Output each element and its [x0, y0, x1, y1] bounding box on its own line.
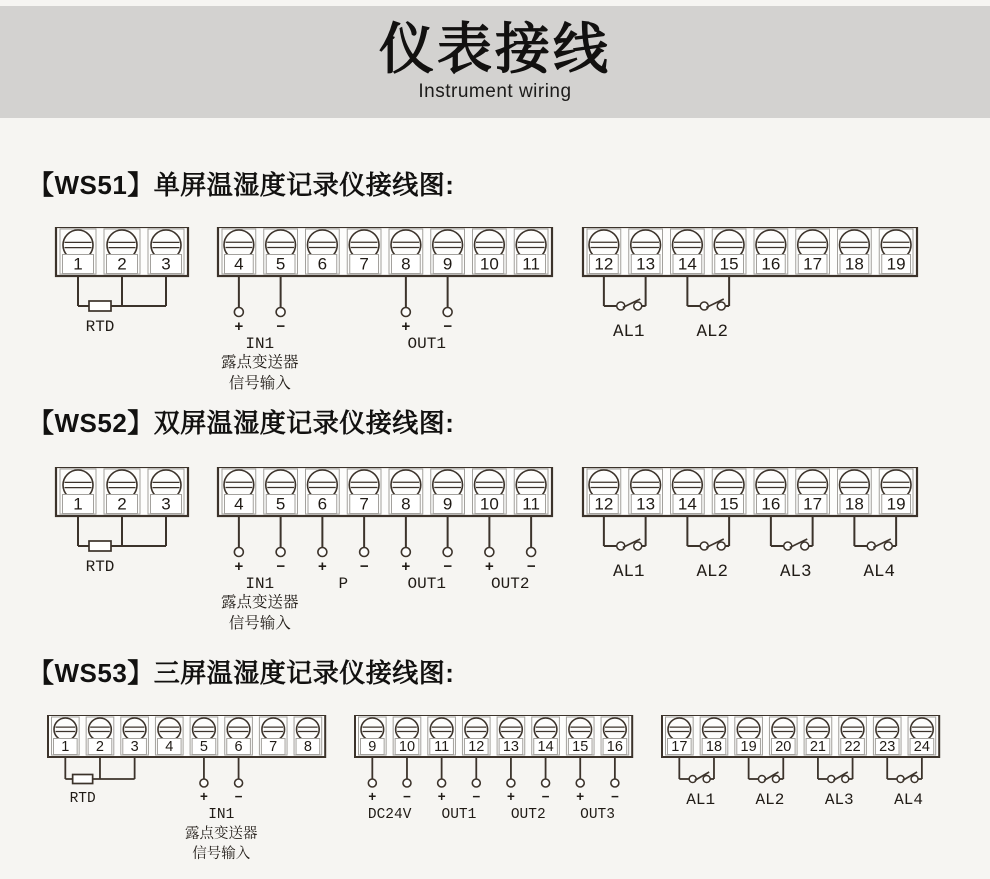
terminal	[908, 717, 936, 755]
terminal-number: 4	[234, 254, 244, 274]
terminal	[796, 469, 830, 514]
terminal-number: 12	[594, 254, 614, 274]
terminal-number: 16	[606, 739, 623, 755]
terminal	[86, 717, 114, 755]
contact-icon	[617, 542, 625, 550]
terminal-number: 7	[359, 254, 369, 274]
wiring-diagram-ws52	[0, 467, 990, 642]
terminal	[879, 229, 913, 274]
terminal-block	[218, 227, 552, 392]
terminal-number: 17	[803, 254, 823, 274]
rtd-wiring	[65, 757, 134, 807]
wire-end-icon	[276, 548, 285, 557]
terminal-number: 15	[572, 739, 589, 755]
terminal-number: 6	[317, 494, 328, 514]
contact-icon	[897, 776, 904, 783]
wiring-diagram-ws53	[0, 715, 990, 870]
terminal-number: 14	[677, 254, 697, 274]
contact-icon	[700, 302, 708, 310]
pair-label: IN1	[245, 575, 275, 593]
screw-icon	[604, 718, 627, 741]
terminal-number: 1	[73, 494, 83, 514]
pair-wiring	[576, 757, 619, 823]
contact-icon	[689, 776, 696, 783]
screw-icon	[772, 718, 795, 741]
pair-wiring	[507, 757, 550, 823]
screw-icon	[703, 718, 726, 741]
terminal-number: 4	[165, 739, 174, 755]
terminal	[666, 717, 694, 755]
plus-sign: +	[317, 559, 327, 576]
rtd-label: RTD	[69, 791, 96, 807]
contact-icon	[801, 542, 809, 550]
pair-wiring	[221, 516, 299, 632]
terminal	[473, 469, 507, 514]
terminal	[225, 717, 253, 755]
relay-label: AL3	[779, 562, 812, 582]
terminal	[52, 717, 80, 755]
plus-sign: +	[401, 319, 411, 336]
pair-wiring	[401, 516, 452, 593]
terminal-number: 11	[522, 494, 540, 514]
pair-wiring	[318, 516, 369, 593]
terminal	[264, 229, 298, 274]
screw-icon	[668, 718, 691, 741]
terminal-number: 5	[275, 254, 286, 274]
terminal-number: 22	[844, 739, 861, 755]
wire-end-icon	[234, 548, 243, 557]
pair-label: OUT3	[580, 807, 615, 823]
terminal	[60, 469, 96, 514]
wire-end-icon	[200, 779, 208, 787]
pair-sublabel: 露点变送器	[220, 354, 299, 371]
terminal-number: 8	[401, 254, 411, 274]
terminal-number: 11	[522, 254, 540, 274]
minus-sign: −	[526, 559, 536, 576]
screw-icon	[123, 718, 146, 741]
pair-label: IN1	[208, 807, 235, 823]
terminal-number: 21	[809, 739, 826, 755]
terminal	[259, 717, 287, 755]
terminal-number: 14	[677, 494, 697, 514]
wire-end-icon	[276, 308, 285, 317]
page-subtitle: Instrument wiring	[418, 80, 572, 102]
plus-sign: +	[199, 791, 208, 806]
relay-wiring	[771, 516, 813, 582]
minus-sign: −	[443, 559, 453, 576]
terminal-number: 11	[434, 739, 450, 755]
relay-label: AL4	[863, 562, 896, 582]
terminal	[601, 717, 629, 755]
terminal-number: 12	[594, 494, 614, 514]
screw-icon	[737, 718, 760, 741]
terminal	[473, 229, 507, 274]
terminal	[222, 229, 256, 274]
wire-end-icon	[472, 779, 480, 787]
rtd-wiring	[78, 276, 166, 336]
terminal-number: 5	[275, 494, 286, 514]
terminal	[389, 229, 423, 274]
minus-sign: −	[276, 319, 286, 336]
terminal	[804, 717, 832, 755]
terminal-number: 17	[803, 494, 823, 514]
contact-icon	[703, 776, 710, 783]
terminal-number: 3	[130, 739, 139, 755]
minus-sign: −	[443, 319, 453, 336]
plus-sign: +	[506, 791, 515, 806]
contact-icon	[772, 776, 779, 783]
terminal	[769, 717, 797, 755]
contact-icon	[700, 542, 708, 550]
relay-wiring	[604, 276, 646, 342]
contact-icon	[867, 542, 875, 550]
resistor-icon	[89, 301, 111, 311]
contact-icon	[617, 302, 625, 310]
terminal-block	[662, 715, 939, 809]
terminal-number: 18	[844, 494, 864, 514]
pair-label: OUT1	[407, 575, 446, 593]
wire-end-icon	[368, 779, 376, 787]
terminal	[712, 469, 746, 514]
minus-sign: −	[472, 791, 481, 806]
minus-sign: −	[541, 791, 550, 806]
terminal	[629, 229, 663, 274]
terminal	[428, 717, 456, 755]
terminal	[700, 717, 728, 755]
contact-icon	[717, 302, 725, 310]
terminal-number: 15	[719, 254, 739, 274]
terminal-number: 16	[761, 494, 781, 514]
minus-sign: −	[359, 559, 369, 576]
relay-wiring	[687, 276, 729, 342]
pair-wiring	[438, 757, 481, 823]
terminal-block	[583, 467, 917, 582]
terminal	[306, 229, 340, 274]
wire-end-icon	[401, 308, 410, 317]
terminal-number: 8	[401, 494, 411, 514]
pair-label: IN1	[245, 335, 275, 353]
terminal	[462, 717, 490, 755]
screw-icon	[54, 718, 77, 741]
terminal	[566, 717, 594, 755]
screw-icon	[807, 718, 830, 741]
pair-label: OUT1	[407, 335, 446, 353]
terminal	[671, 469, 705, 514]
terminal	[121, 717, 149, 755]
terminal	[359, 717, 387, 755]
wire-end-icon	[576, 779, 584, 787]
terminal-number: 2	[117, 494, 127, 514]
pair-wiring	[185, 757, 258, 862]
pair-sublabel: 露点变送器	[185, 826, 258, 842]
terminal-number: 3	[161, 254, 171, 274]
resistor-icon	[73, 775, 93, 784]
wire-end-icon	[485, 548, 494, 557]
relay-wiring	[854, 516, 896, 582]
wire-end-icon	[507, 779, 515, 787]
minus-sign: −	[234, 791, 243, 806]
wire-end-icon	[443, 548, 452, 557]
terminal-number: 13	[636, 254, 656, 274]
terminal	[839, 717, 867, 755]
resistor-icon	[89, 541, 111, 551]
pair-wiring	[485, 516, 536, 593]
terminal	[735, 717, 763, 755]
terminal	[347, 469, 381, 514]
terminal-number: 10	[479, 494, 499, 514]
terminal-number: 17	[671, 739, 688, 755]
terminal	[879, 469, 913, 514]
terminal	[514, 469, 548, 514]
pair-wiring	[221, 276, 299, 392]
terminal	[104, 229, 140, 274]
plus-sign: +	[484, 559, 494, 576]
wire-end-icon	[403, 779, 411, 787]
terminal	[148, 469, 184, 514]
relay-label: AL2	[696, 562, 729, 582]
terminal	[306, 469, 340, 514]
terminal	[754, 229, 788, 274]
screw-icon	[227, 718, 250, 741]
terminal	[629, 469, 663, 514]
section-title-ws53: 【WS53】三屏温湿度记录仪接线图:	[28, 658, 455, 688]
header-band	[0, 6, 990, 118]
terminal-number: 7	[269, 739, 278, 755]
terminal-number: 9	[442, 254, 453, 274]
wire-end-icon	[443, 308, 452, 317]
terminal-number: 2	[95, 739, 105, 755]
terminal-number: 8	[303, 739, 312, 755]
terminal-number: 13	[502, 739, 519, 755]
section-title-ws51: 【WS51】单屏温湿度记录仪接线图:	[28, 170, 455, 200]
plus-sign: +	[368, 791, 377, 806]
relay-label: AL2	[696, 322, 729, 342]
plus-sign: +	[576, 791, 585, 806]
pair-sublabel: 露点变送器	[220, 594, 299, 611]
pair-label: P	[338, 575, 349, 593]
rtd-label: RTD	[85, 318, 115, 336]
relay-wiring	[604, 516, 646, 582]
screw-icon	[193, 718, 216, 741]
terminal	[60, 229, 96, 274]
pair-wiring	[368, 757, 412, 823]
screw-icon	[841, 718, 864, 741]
terminal-number: 19	[886, 254, 906, 274]
relay-wiring	[749, 757, 785, 809]
terminal	[155, 717, 183, 755]
terminal-number: 9	[368, 739, 377, 755]
rtd-label: RTD	[85, 558, 115, 576]
wire-end-icon	[235, 779, 243, 787]
wire-end-icon	[542, 779, 550, 787]
page-title: 仪表接线	[378, 18, 611, 81]
terminal-number: 24	[913, 739, 930, 755]
relay-wiring	[818, 757, 854, 809]
wire-end-icon	[234, 308, 243, 317]
terminal-number: 5	[199, 739, 208, 755]
screw-icon	[361, 718, 384, 741]
relay-label: AL1	[612, 322, 645, 342]
pair-label: DC24V	[367, 807, 412, 823]
terminal-number: 14	[537, 739, 554, 755]
minus-sign: −	[276, 559, 286, 576]
terminal-block	[56, 467, 188, 576]
terminal	[264, 469, 298, 514]
relay-label: AL3	[824, 791, 854, 809]
terminal	[294, 717, 322, 755]
screw-icon	[534, 718, 557, 741]
screw-icon	[876, 718, 899, 741]
plus-sign: +	[401, 559, 411, 576]
terminal	[497, 717, 525, 755]
terminal-number: 20	[775, 739, 792, 755]
relay-label: AL1	[612, 562, 645, 582]
terminal-number: 13	[636, 494, 656, 514]
section-title-ws52: 【WS52】双屏温湿度记录仪接线图:	[28, 408, 455, 438]
screw-icon	[262, 718, 285, 741]
terminal	[222, 469, 256, 514]
screw-icon	[297, 718, 320, 741]
minus-sign: −	[610, 791, 619, 806]
screw-icon	[500, 718, 523, 741]
screw-icon	[430, 718, 453, 741]
contact-icon	[758, 776, 765, 783]
terminal	[148, 229, 184, 274]
plus-sign: +	[437, 791, 446, 806]
contact-icon	[884, 542, 892, 550]
terminal	[838, 469, 872, 514]
terminal-number: 1	[61, 739, 70, 755]
rtd-wiring	[78, 516, 166, 576]
contact-icon	[634, 542, 642, 550]
relay-label: AL1	[686, 791, 716, 809]
terminal-number: 19	[740, 739, 757, 755]
terminal-number: 3	[161, 494, 171, 514]
wire-end-icon	[611, 779, 619, 787]
contact-icon	[842, 776, 849, 783]
terminal	[190, 717, 218, 755]
contact-icon	[911, 776, 918, 783]
pair-sublabel: 信号输入	[192, 846, 251, 862]
minus-sign: −	[402, 791, 412, 806]
pair-sublabel: 信号输入	[228, 615, 291, 632]
terminal-block	[583, 227, 917, 342]
terminal	[389, 469, 423, 514]
terminal	[754, 469, 788, 514]
terminal-number: 18	[844, 254, 864, 274]
terminal-number: 23	[879, 739, 896, 755]
terminal-number: 7	[359, 494, 369, 514]
terminal	[514, 229, 548, 274]
relay-wiring	[887, 757, 923, 809]
screw-icon	[911, 718, 934, 741]
terminal	[671, 229, 705, 274]
terminal	[873, 717, 901, 755]
contact-icon	[828, 776, 835, 783]
contact-icon	[784, 542, 792, 550]
relay-wiring	[679, 757, 715, 809]
relay-label: AL2	[755, 791, 785, 809]
terminal	[347, 229, 381, 274]
relay-label: AL4	[894, 791, 923, 809]
pair-sublabel: 信号输入	[228, 375, 291, 392]
pair-label: OUT2	[491, 575, 530, 593]
relay-wiring	[687, 516, 729, 582]
screw-icon	[158, 718, 181, 741]
wiring-diagram-ws51	[0, 227, 990, 402]
terminal	[104, 469, 140, 514]
terminal-block	[218, 467, 552, 632]
terminal-number: 2	[117, 254, 127, 274]
terminal-number: 15	[719, 494, 739, 514]
terminal-number: 9	[442, 494, 453, 514]
terminal	[393, 717, 421, 755]
terminal-number: 18	[705, 739, 723, 755]
plus-sign: +	[234, 559, 244, 576]
terminal-number: 19	[886, 494, 906, 514]
terminal	[796, 229, 830, 274]
screw-icon	[89, 718, 112, 741]
wire-end-icon	[438, 779, 446, 787]
terminal-number: 6	[317, 254, 328, 274]
pair-label: OUT1	[441, 807, 477, 823]
terminal-block	[48, 715, 325, 862]
terminal-number: 12	[468, 739, 485, 755]
terminal-number: 1	[73, 254, 83, 274]
wire-end-icon	[401, 548, 410, 557]
screw-icon	[569, 718, 592, 741]
wire-end-icon	[360, 548, 369, 557]
contact-icon	[717, 542, 725, 550]
terminal-number: 4	[234, 494, 244, 514]
screw-icon	[396, 718, 419, 741]
terminal	[712, 229, 746, 274]
terminal-number: 10	[479, 254, 499, 274]
wire-end-icon	[527, 548, 536, 557]
terminal-number: 10	[398, 739, 416, 755]
pair-wiring	[401, 276, 452, 353]
terminal	[587, 469, 621, 514]
terminal	[431, 469, 465, 514]
terminal	[838, 229, 872, 274]
terminal-block	[355, 715, 632, 823]
pair-label: OUT2	[510, 807, 546, 823]
terminal	[587, 229, 621, 274]
terminal	[431, 229, 465, 274]
terminal-number: 16	[761, 254, 781, 274]
terminal-number: 6	[234, 739, 243, 755]
terminal-block	[56, 227, 188, 336]
plus-sign: +	[234, 319, 244, 336]
terminal	[532, 717, 560, 755]
contact-icon	[634, 302, 642, 310]
screw-icon	[465, 718, 488, 741]
wire-end-icon	[318, 548, 327, 557]
